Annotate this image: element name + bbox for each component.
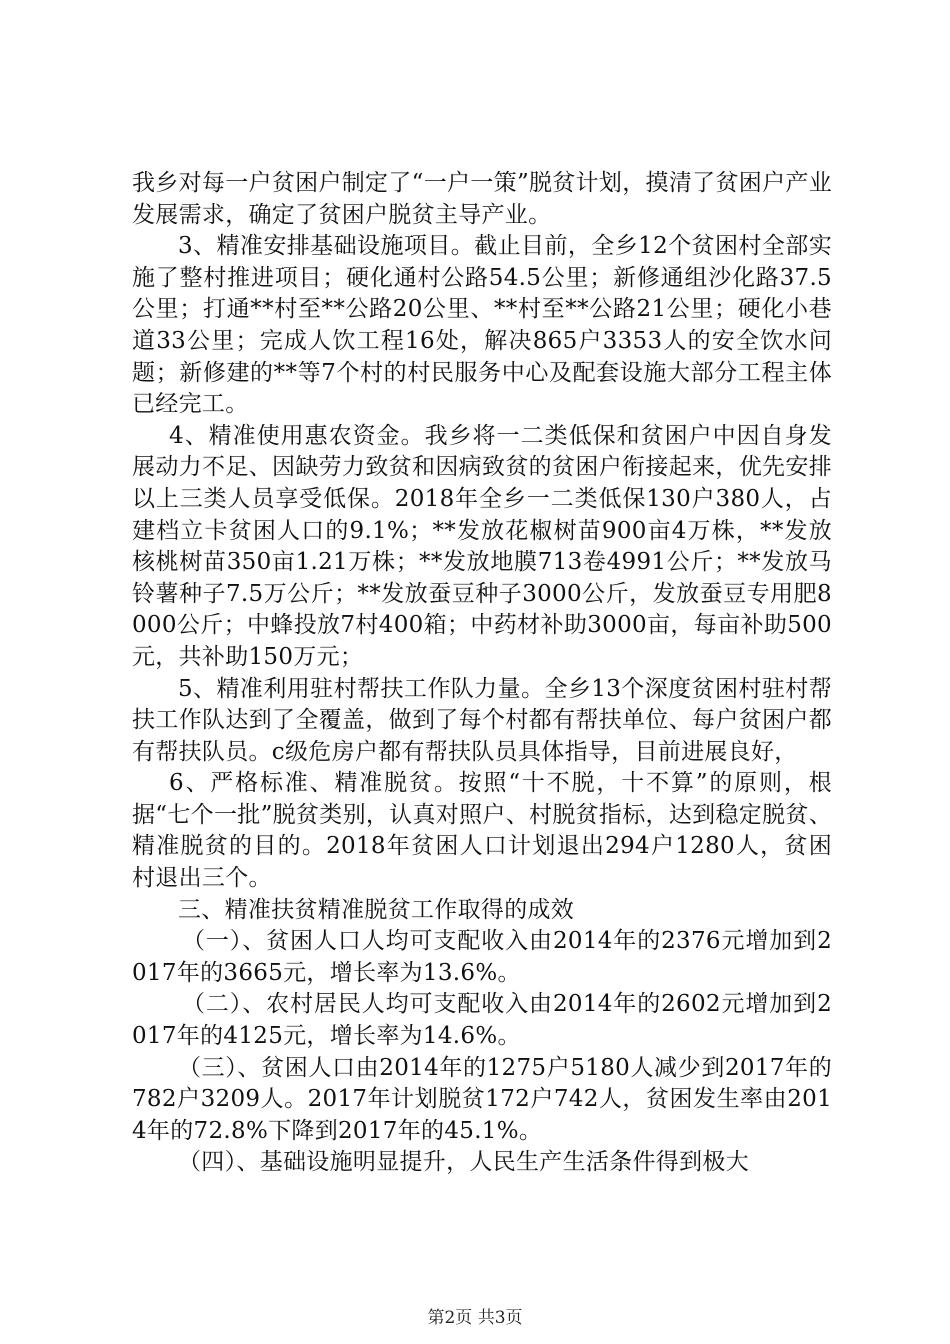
paragraph-item-6: 6、严格标准、精准脱贫。按照“十不脱，十不算”的原则，根据“七个一批”脱贫类别，认真对照户、村脱贫指标，达到稳定脱贫、精准脱贫的目的。2018年贫困人口计划退出294户1280人，贫困村退出三个。: [132, 770, 832, 892]
result-item-4: （四）、基础设施明显提升，人民生产生活条件得到极大: [178, 1149, 749, 1176]
paragraph-item-5: 5、精准利用驻村帮扶工作队力量。全乡13个深度贫困村驻村帮扶工作队达到了全覆盖，做到了每个村都有帮扶单位、每户贫困户都有帮扶队员。c级危房户都有帮扶队员具体指导，目前进展良好，: [132, 675, 832, 765]
document-body: [132, 168, 832, 1179]
page-number-footer: 第2页 共3页: [427, 1308, 523, 1328]
section-heading-3: 三、精准扶贫精准脱贫工作取得的成效: [178, 896, 575, 923]
paragraph-item-4: 4、精准使用惠农资金。我乡将一二类低保和贫困户中因自身发展动力不足、因缺劳力致贫和因病致贫的贫困户衔接起来，优先安排以上三类人员享受低保。2018年全乡一二类低保130户380人，占建档立卡贫困人口的9.1%；**发放花椒树苗900亩4万株，**发放核桃树苗350亩1.21万株；**发放地膜713卷4991公斤；**发放马铃薯种子7.5万公斤；**发放蚕豆种子3000公斤，发放蚕豆专用肥8000公斤；中蜂投放7村400箱；中药材补助3000亩，每亩补助500元，共补助150万元；: [132, 422, 832, 670]
paragraph-item-3: 3、精准安排基础设施项目。截止目前，全乡12个贫困村全部实施了整村推进项目；硬化通村公路54.5公里；新修通组沙化路37.5公里；打通**村至**公路20公里、**村至**公路21公里；硬化小巷道33公里；完成人饮工程16处，解决865户3353人的安全饮水问题；新修建的**等7个村的村民服务中心及配套设施大部分工程主体已经完工。: [132, 233, 832, 418]
result-item-2: （二）、农村居民人均可支配收入由2014年的2602元增加到2017年的4125元，增长率为14.6%。: [132, 991, 832, 1050]
result-item-3: （三）、贫困人口由2014年的1275户5180人减少到2017年的782户3209人。2017年计划脱贫172户742人，贫困发生率由2014年的72.8%下降到2017年的45.1%。: [132, 1054, 832, 1144]
result-item-1: （一）、贫困人口人均可支配收入由2014年的2376元增加到2017年的3665元，增长率为13.6%。: [132, 928, 832, 986]
paragraph-continuation: 我乡对每一户贫困户制定了“一户一策”脱贫计划，摸清了贫困户产业发展需求，确定了贫困户脱贫主导产业。: [132, 170, 832, 228]
